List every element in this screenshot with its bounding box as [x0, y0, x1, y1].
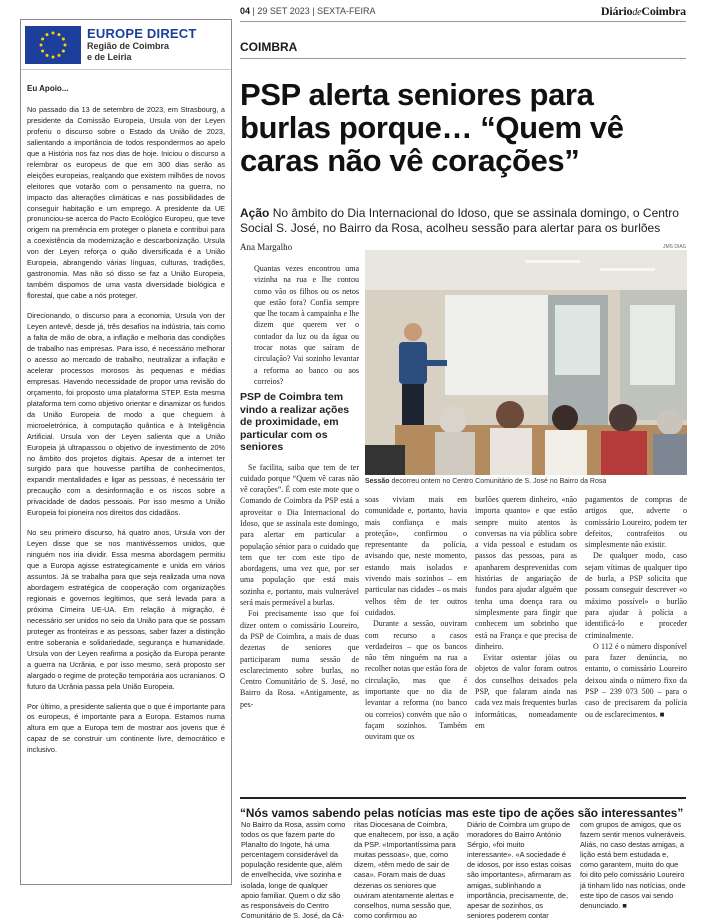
article-paragraph: De qualquer modo, caso sejam vítimas de qualquer tipo de burla, a PSP solicita que possam conseguir descrever «o máximo possível» o burlão para ajudar à polícia a identificá-lo e proceder criminalmente. [585, 551, 687, 640]
page-weekday: SEXTA-FEIRA [317, 6, 376, 16]
europe-direct-column [20, 19, 232, 885]
article-paragraph: Evitar ostentar jóias ou objetos de valor foram outros dos conselhos deixados pela PSP, que falaram ainda nas cada vez mais frequentes burlas informáticas, nomeadamente em [475, 653, 577, 730]
quote-box-column: ritas Diocesana de Coimbra, que enaltecem, por isso, a ação da PSP. «Importantíssima para muitas pessoas», que, como dizem, «têm medo de sair de casa». Foram mais de duas dezenas os seniores que ouviram atentamente alertas e conselhos, numa sessão que, como confirmou ao [354, 820, 459, 920]
eu-star-icon [62, 37, 65, 40]
article-column-3 [475, 494, 577, 790]
eu-star-icon [46, 33, 49, 36]
photo-caption [365, 478, 687, 485]
sidebar-article [21, 70, 231, 756]
photo-credit: JMS DIAS [662, 244, 686, 250]
brand-subtitle-1: Região de Coimbra [87, 40, 170, 51]
article-paragraph: Foi precisamente isso que foi dizer ontem o comissário Loureiro, da PSP de Coimbra, a mais de duas dezenas de seniores que participaram numa sessão de esclarecimento sobre burlas, no Centro Comunitário de S. José, no Bairro da Rosa. «Antigamente, as pes- [240, 609, 359, 709]
quote-box-title: “Nós vamos sabendo pelas notícias mas este tipo de ações são interessantes” [240, 797, 686, 820]
eu-star-icon [40, 43, 43, 46]
caption-label: Sessão [365, 478, 390, 485]
article-paragraph: O 112 é o número disponível para fazer denúncia, no entanto, o comissário Loureiro deixou ainda o número fixo da PSP – 239 073 500 – para o caso de precisarem da polícia ou de esclarecimentos. ■ [585, 641, 687, 719]
europe-direct-brand [87, 27, 197, 63]
page-number: 04 [240, 6, 251, 16]
caption-text: decorreu ontem no Centro Comunitário de S. José no Bairro da Rosa [391, 478, 607, 485]
article-paragraph: pagamentos de compras de artigos que, adverte o comissário Loureiro, podem ter defeitos, contrafeitos ou simplesmente não existir. [585, 495, 687, 550]
sidebar-heading: Eu Apoio... [27, 84, 69, 93]
quote-box-column: Diário de Coimbra um grupo de moradores do Bairro António Sérgio, «foi muito interessante». «A sociedade é de idosos, por isso estas coisas são importantes», afirmaram as amigas, sublinhando a importância, precisamente, de, apesar de sozinhos, os seniores poderem contar [467, 820, 572, 920]
sidebar-paragraph: No passado dia 13 de setembro de 2023, em Strasbourg, a presidente da Comissão Europeia, Ursula von der Leyen proferiu o discurso sobre o Estado da União de 2023, salientando a importância de todos respondermos ao apelo que a História nos faz nos dias de hoje. Iniciou o discurso a relembrar os europeus de que em 300 dias serão as eleições europeias, realçando que existem milhões de novos eleitores que votarão com o pensamento na guerra, no impacto das alterações climáticas e nas possibilidades de conseguir habitação e um emprego. A presidente da UE pronunciou-se acerca do Pacto Ecológico Europeu, que teve origem na premência em proteger o planeta e contribui para a coexistência da modernização e descarbonização. Ursula von der Leyen reforça o quão diversificada é a União Europeia, abrangendo várias línguas, culturas, tradições, gastronomia. Mas não só disso se faz a União Europeia, também dispomos de uma vasta diversidade biológica e florestal, que cabe a nós proteger. [27, 104, 225, 301]
section-label: COIMBRA [240, 40, 686, 59]
lead-label: Ação [240, 206, 270, 220]
eu-flag-icon [25, 26, 81, 64]
logo-part: de [632, 7, 642, 18]
logo-part: Diário [600, 4, 633, 18]
newspaper-logo [601, 4, 686, 19]
article-photo [365, 250, 687, 475]
eu-star-icon [58, 53, 61, 56]
article-paragraph: burlões querem dinheiro, «não importa quanto» e que estão sempre muito atentos às conversas na via pública sobre a vida pessoal e estudam os passos das pessoas, para as apanharem desprevenidas com histórias de angariação de fundos para ajudar alguém que tenha uma doença rara ou simplesmente para fingir que conhecem um sobrinho que está na França e que precisa de dinheiro. [475, 495, 577, 651]
quote-box-column: com grupos de amigos, que os fazem sentir menos vulneráveis. Aliás, no caso destas amigas, a lição está bem estudada e, como garantem, muito do que foi dito pelo comissário Loureiro já tinham lido nas notícias, onde este tipo de casos vai sendo denunciado. ■ [580, 820, 686, 910]
byline: Ana Margalho [240, 242, 293, 252]
sidebar-paragraph: Direcionando, o discurso para a economia, Ursula von der Leyen antevê, desde já, três desafios na indústria, tais como a falta de mão de obra, a inflação e melhoria das condições de trabalho nas empresas. Para isso, é necessário melhorar o acesso ao mercado de trabalho, neutralizar a inflação e acelerar processos morosos às pequenas e médias empresas. Havendo necessidade de propor uma revisão do orçamento, foi proposto uma plataforma STEP. Esta mesma plataforma tem como objetivo orientar e dinamizar os fundos da União Europeia de modo a que cheguem à microeletrónica, à computação quântica e à Inteligência Artificial. Ursula von der Leyen salienta que a União Europeia já ultrapassou o objetivo de investimento de 20% no âmbito dos projetos digitais. Apesar de a internet ter surgido para que houvesse partilha de conhecimentos, expandir mentalidades e ligar as pessoas, é necessário ter precaução com a desinformação e os riscos sobre a privacidade de dados pessoais. Por isso mesmo a União Europeia foi pioneira nos direitos dos cidadãos. [27, 311, 225, 518]
sidebar-paragraph: Por último, a presidente salienta que o que é importante para os europeus, é importante para a Europa. Estamos numa altura em que a Europa tem de mostrar aos jovens que é capaz de se construir um continente livre, democrático e inclusivo. [27, 701, 225, 755]
eu-star-icon [41, 37, 44, 40]
sidebar-paragraph: No seu primeiro discurso, há quatro anos, Ursula von der Leyen disse que se nos mantivéssemos unidos, que ninguém nos iria dividir. Essa mesma abordagem permitiu que a Europa agisse estrategicamente e unida em vários assuntos. Já se trabalha para que seja realizada uma nova abordagem estratégica de cooperação com organizações regionais e governos legítimos, que será levada para a próxima Cimeira UE-UA. Em relação à migração, é necessário ser unidos no seio da União para que se possam proteger as fronteiras e as pessoas, saber fazer a distinção entre soberania e solidariedade, segurança e humanidade. Ursula von der Leyen reafirma a posição da Europa perante a guerra na Ucrânia, e por isso mesmo, será proposto ser alargado o regime de proteção temporária aos ucranianos. O futuro da Ucrânia passa pela União Europeia. [27, 528, 225, 691]
article-paragraph: soas viviam mais em comunidade e, portanto, havia mais confiança e mais proteção», confirmou o representante da polícia, avisando que, neste momento, estando mais isolados e vivendo mais sozinhos – em particular nas cidades – os mais velhos têm de ter outros cuidados. [365, 495, 467, 617]
eu-star-icon [64, 43, 67, 46]
article-column-4 [585, 494, 687, 790]
brand-title: EUROPE DIRECT [87, 25, 197, 41]
eu-star-icon [58, 33, 61, 36]
separator: | [252, 6, 258, 16]
article-column-2 [365, 494, 467, 790]
article-lead [240, 206, 686, 236]
article-subhead: PSP de Coimbra tem vindo a realizar ações de proximidade, em particular com os seniores [240, 391, 350, 453]
eu-star-icon [41, 49, 44, 52]
headline: PSP alerta seniores para burlas porque… “Quem vê caras não vê corações” [240, 77, 624, 178]
logo-part: Coimbra [641, 4, 686, 18]
brand-subtitle-2: e de Leiria [87, 51, 132, 62]
quote-box-column: No Bairro da Rosa, assim como todos os que fazem parte do Planalto do Ingote, há uma percentagem considerável da população residente que, além de envelhecida, vive sozinha e isolada, longe de qualquer apoio familiar. Quem o diz são as responsáveis do Centro Comunitário de S. José, da Cá- [241, 820, 346, 920]
eu-star-icon [46, 53, 49, 56]
article-paragraph: Se facilita, saiba que tem de ter cuidado porque “Quem vê caras não vê corações”. É com este mote que o Comando de Coimbra da PSP está a aproveitar o Dia Internacional do Idoso, que se assinala este domingo, para alertar em particular a população sénior para o cuidado que tem que ter com este tipo de abordagens, uma vez que, por ser uma população que está mais sozinha e, portanto, mais vulnerável será mais permeável a burlas. [240, 462, 359, 608]
europe-direct-header [21, 20, 231, 70]
eu-star-icon [52, 55, 55, 58]
separator: | [312, 6, 318, 16]
page-date: 29 SET 2023 [257, 6, 310, 16]
article-paragraph: Durante a sessão, ouviram com recurso a casos verdadeiros – que os bancos não têm ninguém na rua a recolher notas que estão fora de circulação, mas que é importante que no dia de levantar a reforma (no banco ou correios) convém que não o façam sozinhos. Também ouviram que os [365, 619, 467, 742]
eu-star-icon [52, 31, 55, 34]
page-header [240, 6, 686, 22]
article-column-1-lower [240, 384, 359, 792]
article-column-1 [254, 263, 359, 386]
eu-star-icon [62, 49, 65, 52]
lead-text: No âmbito do Dia Internacional do Idoso, que se assinala domingo, o Centro Social S. José, no Bairro da Rosa, acolheu sessão para alertar para os burlões [240, 206, 679, 235]
article-paragraph: Quantas vezes encontrou uma vizinha na rua e lhe contou como vão os filhos ou os netos que estão fora? Confia sempre que lhe tocam à campainha e lhe dizem que querem ver o contador da luz ou da água ou trocar notas que saíram de circulação? Vai sozinho levantar a reforma ao banco ou aos correios? [254, 264, 359, 386]
